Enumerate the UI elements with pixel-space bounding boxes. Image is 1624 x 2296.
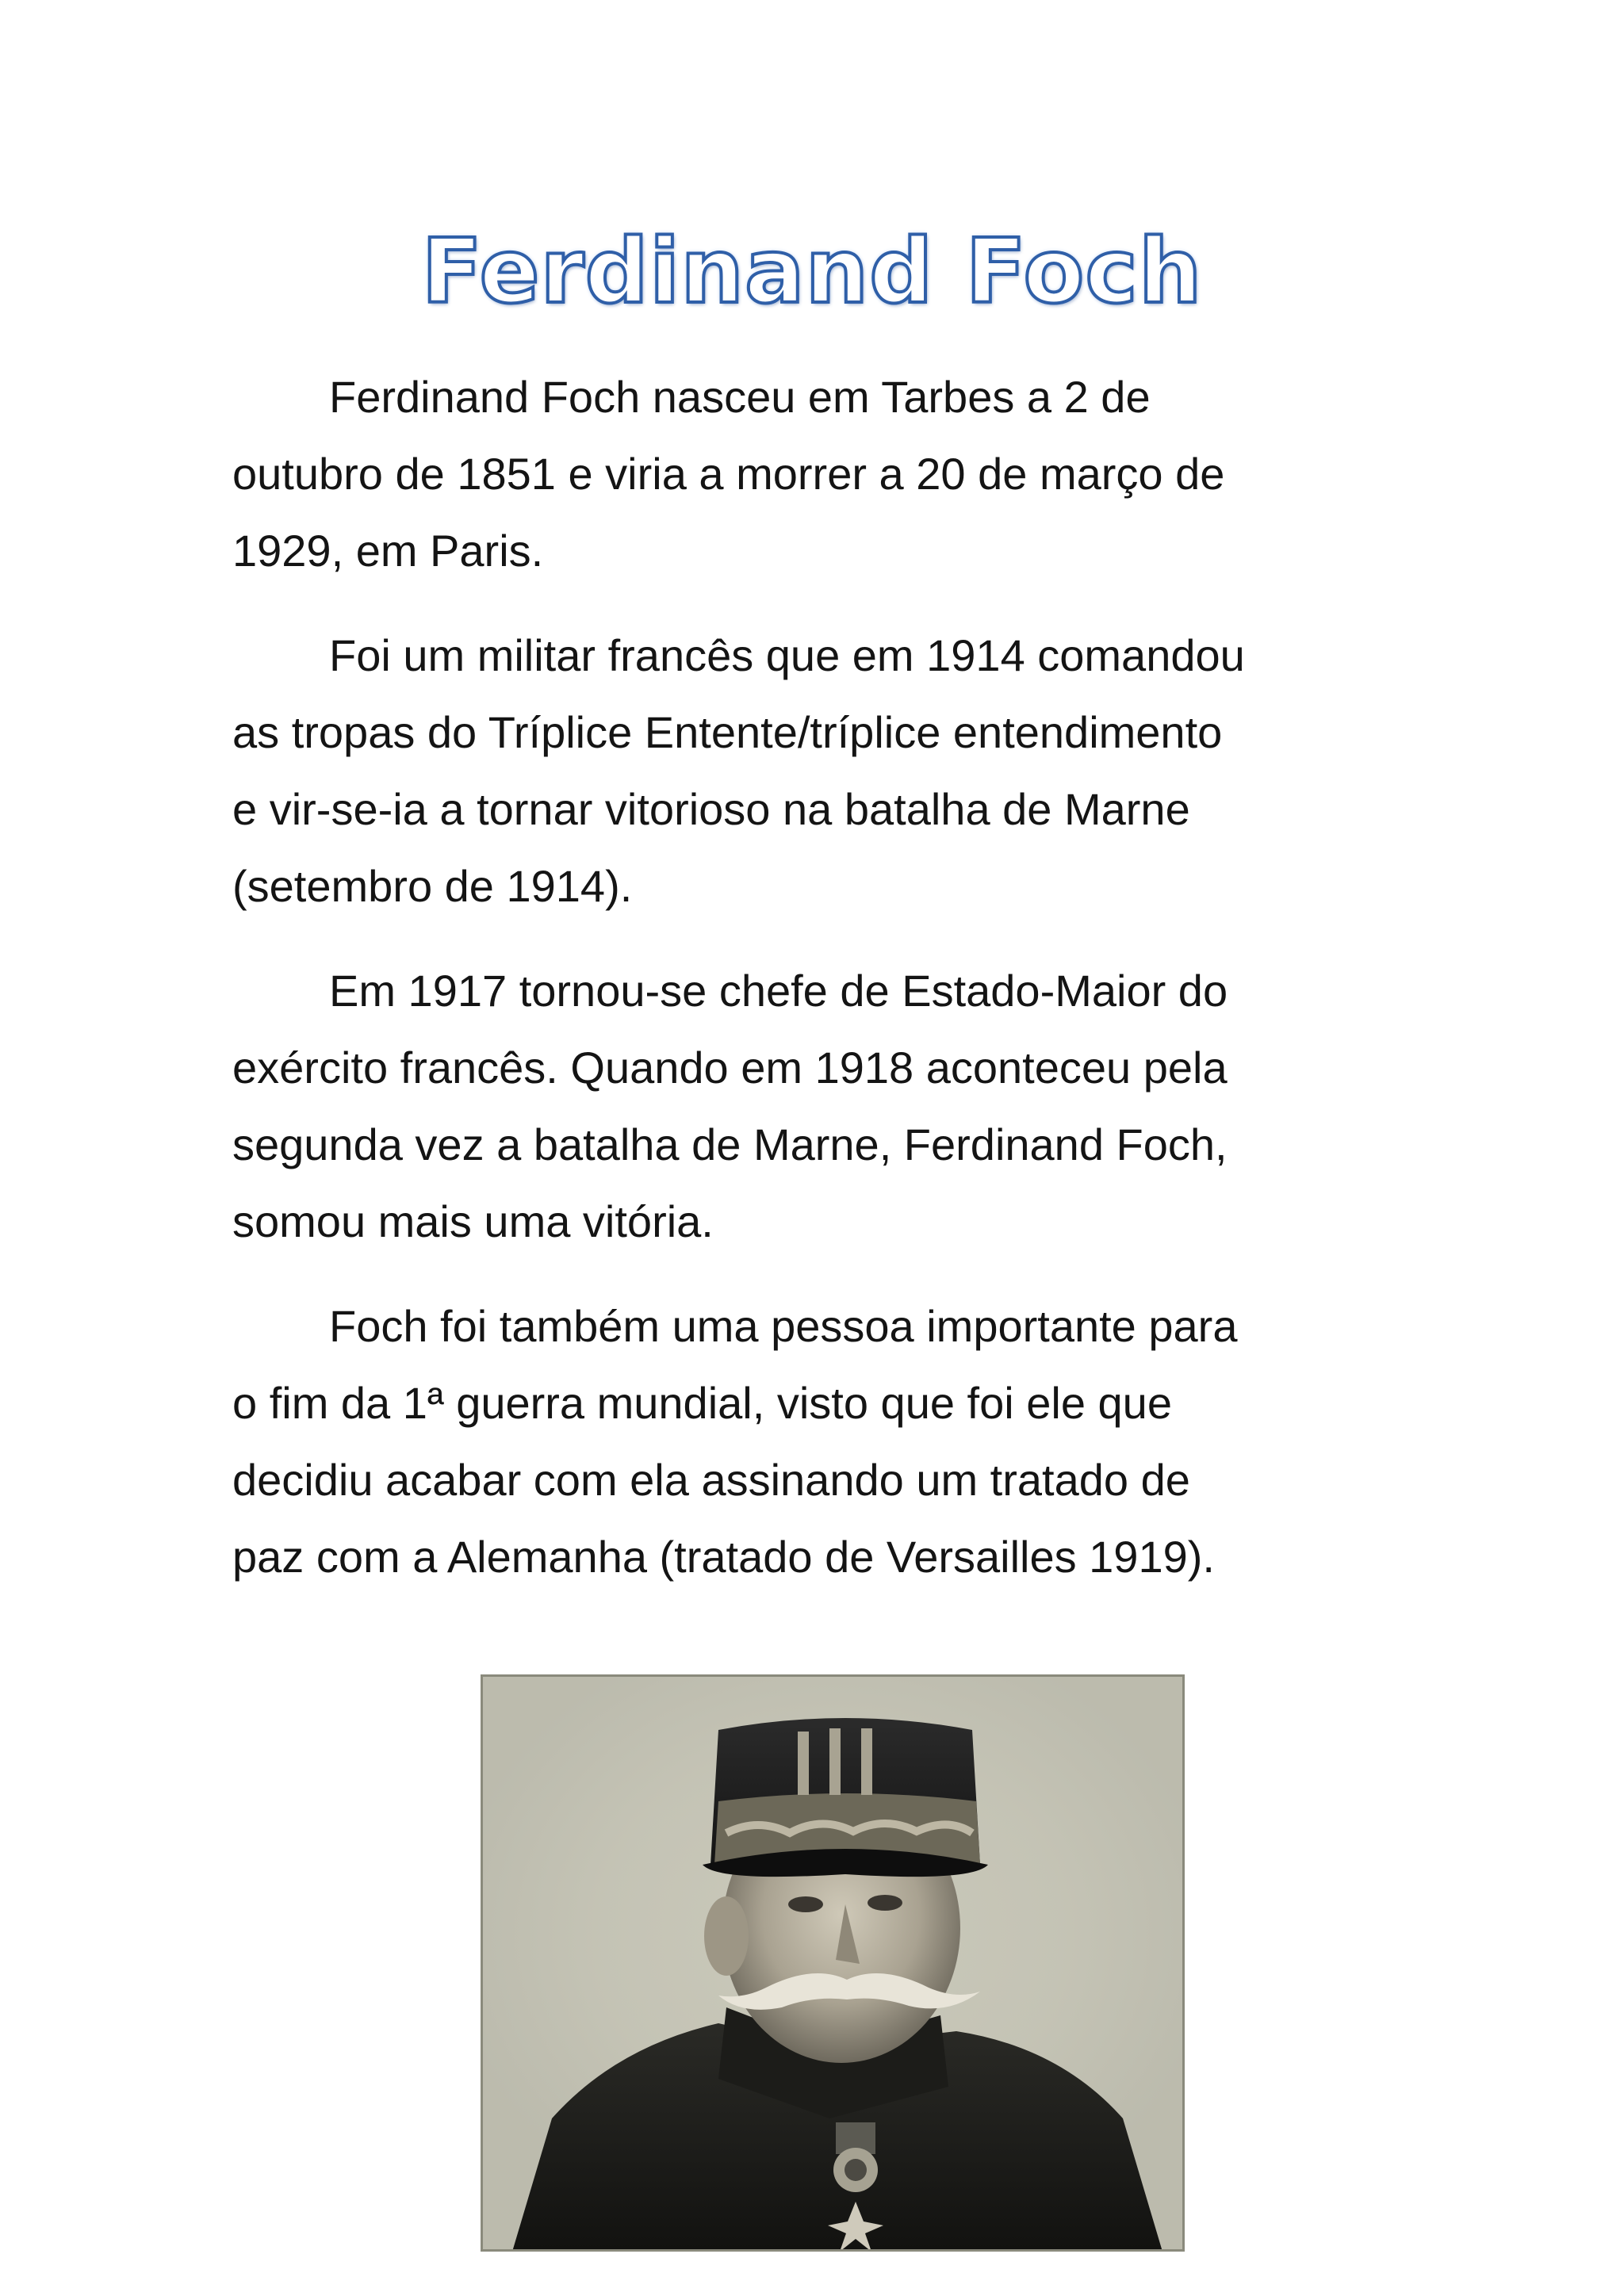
text-line: exército francês. Quando em 1918 aconteceu pela [232, 1043, 1228, 1093]
text-line: (setembro de 1914). [232, 861, 633, 911]
paragraph-1914 [232, 617, 1402, 924]
text-line: 1929, em Paris. [232, 526, 544, 576]
paragraph-end-of-war [232, 1288, 1402, 1595]
text-line: outubro de 1851 e viria a morrer a 20 de março de [232, 449, 1225, 499]
text-line: Ferdinand Foch nasceu em Tarbes a 2 de [329, 372, 1151, 422]
paragraph-1917 [232, 952, 1402, 1260]
text-line: paz com a Alemanha (tratado de Versailles 1919). [232, 1532, 1215, 1582]
text-line: Foi um militar francês que em 1914 comandou [329, 630, 1245, 680]
page-title: Ferdinand Foch [421, 220, 1203, 323]
portrait-photo [481, 1674, 1185, 2252]
text-line: Foch foi também uma pessoa importante para [329, 1301, 1238, 1351]
text-line: segunda vez a batalha de Marne, Ferdinand Foch, [232, 1119, 1228, 1169]
text-line: somou mais uma vitória. [232, 1196, 714, 1246]
text-line: as tropas do Tríplice Entente/tríplice entendimento [232, 707, 1223, 757]
document-body [232, 358, 1402, 1623]
paragraph-birth [232, 358, 1402, 589]
text-line: o fim da 1ª guerra mundial, visto que foi ele que [232, 1378, 1172, 1428]
text-line: decidiu acabar com ela assinando um tratado de [232, 1455, 1190, 1505]
text-line: e vir-se-ia a tornar vitorioso na batalha de Marne [232, 784, 1190, 834]
text-line: Em 1917 tornou-se chefe de Estado-Maior do [329, 966, 1228, 1016]
portrait-photo-icon [481, 1674, 1185, 2252]
